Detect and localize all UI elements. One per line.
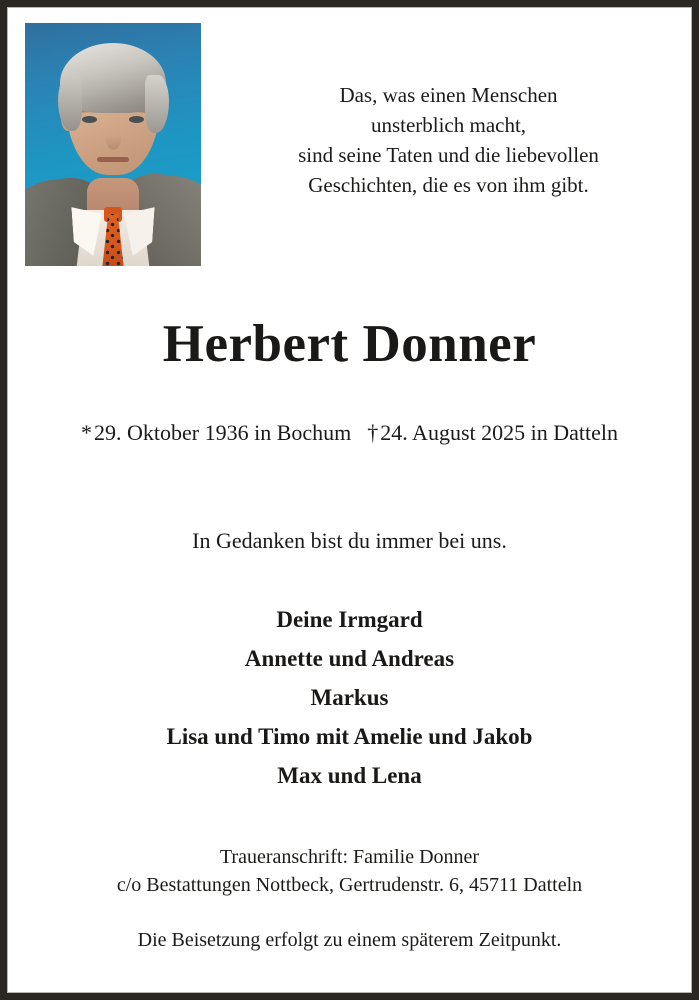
- mourning-address-line1: Traueranschrift: Familie Donner: [219, 846, 480, 868]
- family-member: Lisa und Timo mit Amelie und Jakob: [166, 724, 533, 749]
- birth-date: 29. Oktober 1936 in Bochum: [94, 420, 352, 445]
- birth-symbol: *: [81, 420, 92, 445]
- memorial-verse: [220, 80, 677, 200]
- family-member: Annette und Andreas: [244, 646, 455, 671]
- burial-note: Die Beisetzung erfolgt zu einem späterem Zeitpunkt.: [137, 929, 562, 951]
- family-signatures: [8, 600, 691, 795]
- footer-info: [8, 843, 691, 954]
- life-dates: [8, 420, 691, 446]
- verse-line: Das, was einen Menschen: [339, 83, 558, 107]
- header-area: [8, 8, 691, 276]
- family-member: Deine Irmgard: [276, 607, 423, 632]
- death-date: 24. August 2025 in Datteln: [380, 420, 618, 445]
- family-member: Max und Lena: [277, 763, 422, 788]
- verse-line: sind seine Taten und die liebevollen: [298, 143, 599, 167]
- mourning-address-line2: c/o Bestattungen Nottbeck, Gertrudenstr. 6, 45711 Datteln: [116, 874, 583, 896]
- verse-line: Geschichten, die es von ihm gibt.: [308, 173, 589, 197]
- portrait-photo: [25, 23, 201, 266]
- nose: [106, 126, 121, 150]
- mouth: [97, 157, 129, 162]
- eye-left: [82, 116, 97, 123]
- deceased-name: Herbert Donner: [162, 315, 537, 373]
- obituary-inner-frame: [7, 7, 692, 993]
- verse-line: unsterblich macht,: [370, 113, 527, 137]
- memorial-line: In Gedanken bist du immer bei uns.: [192, 528, 507, 553]
- death-symbol: †: [367, 420, 379, 445]
- hair-side-left: [58, 75, 82, 131]
- family-member: Markus: [310, 685, 389, 710]
- eye-right: [129, 116, 144, 123]
